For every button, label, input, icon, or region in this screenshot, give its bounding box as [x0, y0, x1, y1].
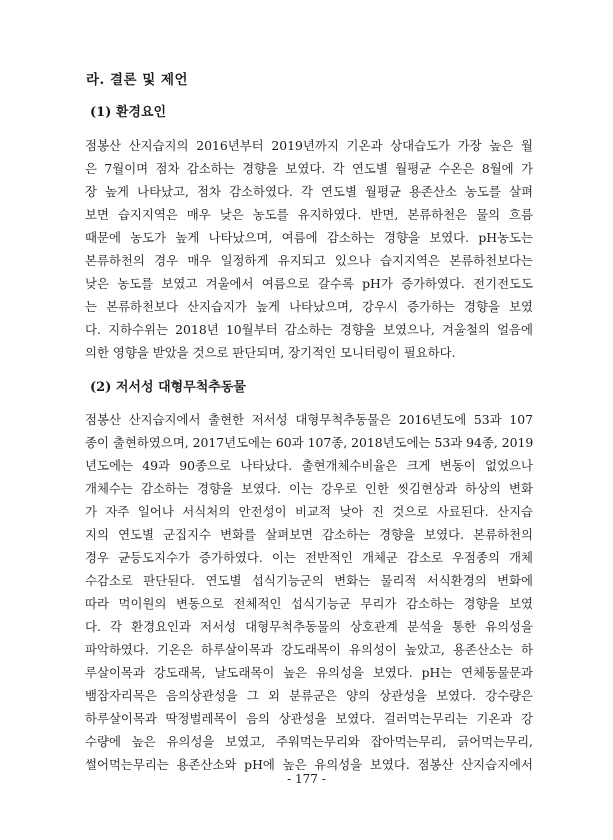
text-line: 다. 각 환경요인과 저서성 대형무척추동물의 상호관계 분석을 통한 유의성을 [85, 619, 533, 634]
text-line: 은 7월이며 점차 감소하는 경향을 보였다. 각 연도별 월평균 수온은 8월에 가 [85, 161, 533, 176]
page-number: - 177 - [287, 772, 326, 786]
text-line: 다. 지하수위는 2018년 10월부터 감소하는 경향을 보였으나, 겨울철의 얼음에 [85, 322, 533, 337]
subsection-heading-environmental-factors: (1) 환경요인 [90, 105, 167, 120]
text-line: 가 자주 일어나 서식처의 안전성이 비교적 낮아 진 것으로 사료된다. 산지습 [85, 504, 533, 519]
text-line: 수감소로 판단된다. 연도별 섭식기능군의 변화는 물리적 서식환경의 변화에 [85, 573, 533, 588]
text-line: 하루살이목과 딱정벌레목이 음의 상관성을 보였다. 걸러먹는무리는 기온과 강 [85, 711, 533, 726]
paragraph-environmental-factors [85, 134, 533, 364]
text-line: 파악하였다. 기온은 하루살이목과 강도래목이 유의성이 높았고, 용존산소는 하 [85, 642, 533, 657]
text-line: 년도에는 49과 90종으로 나타났다. 출현개체수비율은 크게 변동이 없었으나 [85, 458, 533, 473]
text-line: 지의 연도별 군집지수 변화를 살펴보면 감소하는 경향을 보였다. 본류하천의 [85, 527, 533, 542]
section-heading: 라. 결론 및 제언 [86, 72, 189, 88]
text-line: 의한 영향을 받았을 것으로 판단되며, 장기적인 모니터링이 필요하다. [85, 345, 456, 360]
text-line: 본류하천의 경우 매우 일정하게 유지되고 있으나 습지지역은 본류하천보다는 [85, 253, 533, 268]
text-line: 장 높게 나타났고, 점차 감소하였다. 각 연도별 월평균 용존산소 농도를 살펴 [85, 184, 533, 199]
text-line: 따라 먹이원의 변동으로 전체적인 섭식기능군 무리가 감소하는 경향을 보였 [85, 596, 533, 611]
text-line: 낮은 농도를 보였고 겨울에서 여름으로 갈수록 pH가 증가하였다. 전기전도도 [85, 276, 533, 291]
text-line: 썰어먹는무리는 용존산소와 pH에 높은 유의성을 보였다. 점봉산 산지습지에서 [85, 757, 533, 772]
text-line: 개체수는 감소하는 경향을 보였다. 이는 강우로 인한 씻김현상과 하상의 변화 [85, 481, 533, 496]
subsection-heading-benthic-macroinvertebrates: (2) 저서성 대형무척추동물 [90, 380, 246, 395]
text-line: 종이 출현하였으며, 2017년도에는 60과 107종, 2018년도에는 53과 94종, 2019 [85, 435, 533, 450]
text-line: 보면 습지지역은 매우 낮은 농도를 유지하였다. 반면, 본류하천은 물의 흐름 [85, 207, 533, 222]
text-line: 는 본류하천보다 산지습지가 높게 나타났으며, 강우시 증가하는 경향을 보였 [85, 299, 533, 314]
text-line: 수량에 높은 유의성을 보였고, 주워먹는무리와 잡아먹는무리, 긁어먹는무리, [85, 734, 533, 749]
text-line: 뱀잠자리목은 음의상관성을 그 외 분류군은 양의 상관성을 보였다. 강수량은 [85, 688, 533, 703]
text-line: 점봉산 산지습지의 2016년부터 2019년까지 기온과 상대습도가 가장 높은 월 [85, 138, 533, 153]
text-line: 점봉산 산지습지에서 출현한 저서성 대형무척추동물은 2016년도에 53과 107 [85, 412, 533, 427]
paragraph-benthic-macroinvertebrates [85, 408, 533, 776]
text-line: 경우 균등도지수가 증가하였다. 이는 전반적인 개체군 감소로 우점종의 개체 [85, 550, 533, 565]
text-line: 루살이목과 강도래목, 날도래목이 높은 유의성을 보였다. pH는 연체동물문과 [85, 665, 533, 680]
text-line: 때문에 농도가 높게 나타났으며, 여름에 감소하는 경향을 보였다. pH농도는 [85, 230, 533, 245]
